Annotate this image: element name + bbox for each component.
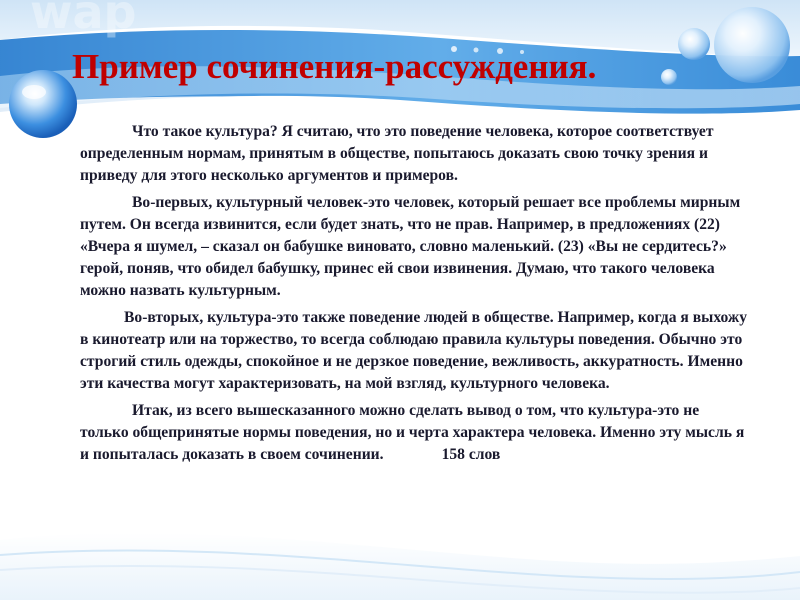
- essay-paragraph-4: [80, 400, 748, 466]
- word-count: 158 слов: [441, 446, 501, 463]
- essay-paragraph-2: Во-первых, культурный человек-это человек, который решает все проблемы мирным путем. Он всегда извинится, если будет знать, что не прав. Например, в предложениях (22) «Вчера я шумел, – сказал он бабушке виновато, словно маленький. (23) «Вы не сердитесь?» герой, поняв, что обидел бабушку, принес ей свои извинения. Думаю, что такого человека можно назвать культурным.: [80, 194, 741, 299]
- slide-title: Пример сочинения-рассуждения.: [72, 47, 597, 86]
- svg-text:wap: wap: [30, 0, 137, 39]
- essay-paragraph-4-text: Итак, из всего вышесказанного можно сделать вывод о том, что культура-это не только общепринятые нормы поведения, но и черта характера человека. Именно эту мысль я и попыталась доказать в своем сочинении.: [80, 402, 745, 463]
- essay-paragraph-1: Что такое культура? Я считаю, что это поведение человека, которое соответствует определенным нормам, принятым в обществе, попытаюсь доказать свою точку зрения и приведу для этого несколько аргументов и примеров.: [80, 123, 714, 184]
- essay-paragraph-3: Во-вторых, культура-это также поведение людей в обществе. Например, когда я выхожу в кинотеатр или на торжество, то всегда соблюдаю правила культуры поведения. Обычно это строгий стиль одежды, спокойное и не дерзкое поведение, вежливость, аккуратность. Именно эти качества могут характеризовать, на мой взгляд, культурного человека.: [80, 309, 748, 392]
- essay-body: [80, 121, 748, 471]
